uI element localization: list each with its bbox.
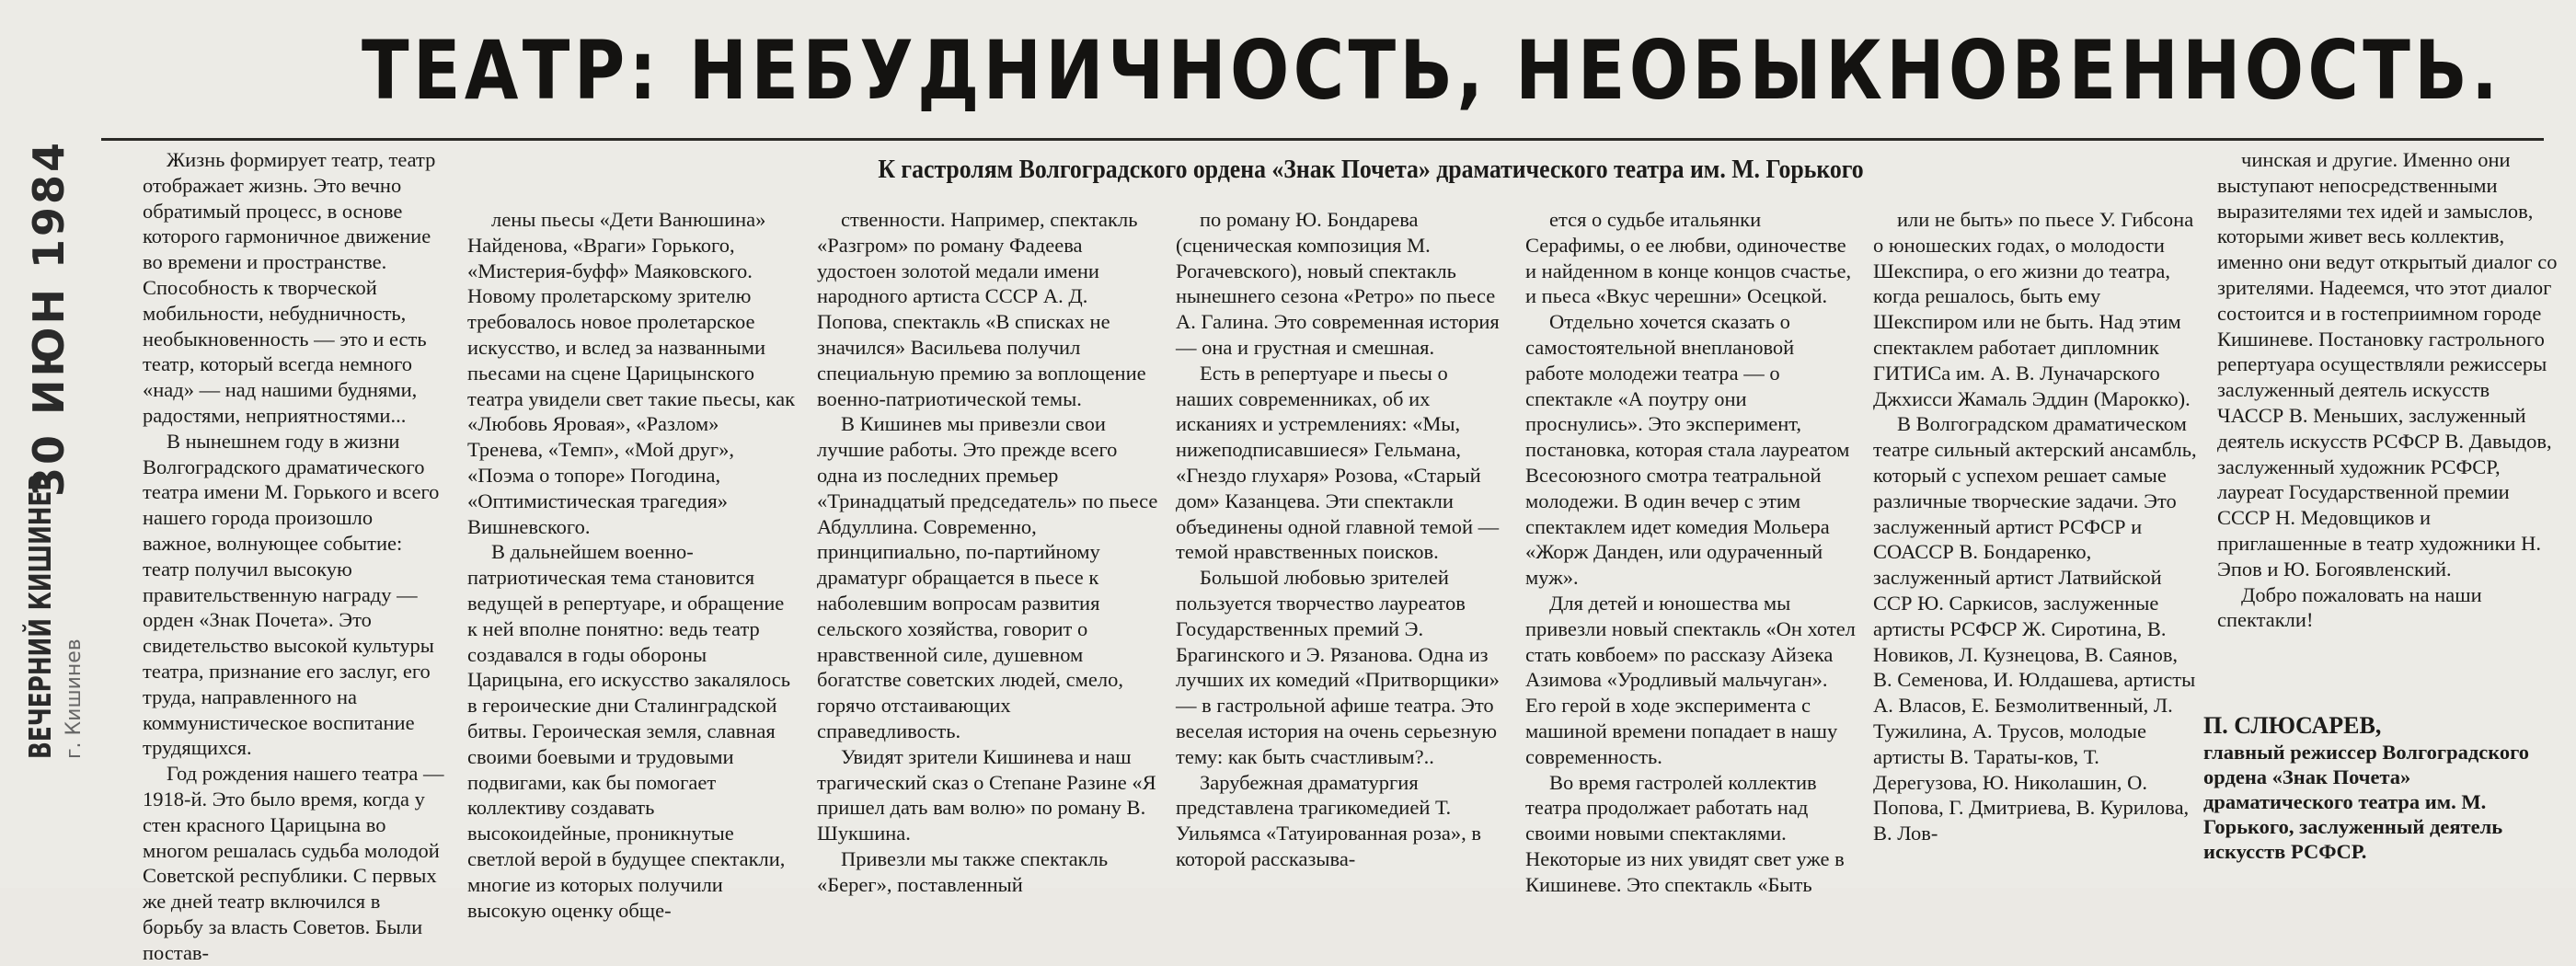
article-column-2 [467, 207, 799, 922]
article-column-5 [1525, 207, 1857, 896]
article-paragraph: Для детей и юношества мы привезли новый спектакль «Он хотел стать ковбоем» по рассказу Айзека Азимова «Уродливый мальчуган». Его герой в ходе эксперимента с машиной времени попадает в нашу современность. [1525, 591, 1856, 768]
article-paragraph: Отдельно хочется сказать о самостоятельной внеплановой работе молодежи театра — о спектакле «А поутру они проснулись». Это эксперимент, постановка, которая стала лауреатом Всесоюзного смотра театральной молодежи. В один вечер с этим спектаклем идет комедия Мольера «Жорж Данден, или одураченный муж». [1525, 310, 1850, 590]
article-paragraph: Привезли мы также спектакль «Берег», поставленный [817, 846, 1109, 896]
article-column-1 [143, 147, 446, 964]
article-paragraph: Во время гастролей коллектив театра продолжает работать над своими новыми спектаклями. Некоторые из них увидят свет уже в Кишиневе. Это спектакль «Быть [1525, 770, 1845, 896]
subtitle: К гастролям Волгоградского ордена «Знак Почета» драматического театра им. М. Горького [878, 155, 1864, 184]
article-paragraph: Есть в репертуаре и пьесы о наших современниках, об их исканиях и устремлениях: «Мы, нижеподписавшиеся» Гельмана, «Гнездо глухаря» Розова, «Старый дом» Казанцева. Эти спектакли объединены одной главной темой — темой нравственных поисков. [1176, 361, 1500, 564]
author-signature [2203, 713, 2553, 864]
stamp-date: 30 ИЮН 1984 [24, 139, 74, 497]
article-column-7 [2217, 147, 2558, 704]
article-paragraph: Зарубежная драматургия представлена трагикомедией Т. Уильямса «Татуированная роза», в которой рассказыва- [1176, 770, 1481, 870]
article-column-4 [1176, 207, 1509, 883]
article-paragraph: Добро пожаловать на наши спектакли! [2217, 582, 2482, 632]
date-stamp [0, 139, 87, 791]
article-paragraph: Увидят зрители Кишинева и наш трагический сказ о Степане Разине «Я пришел дать вам волю» по роману В. Шукшина. [817, 744, 1156, 845]
article-paragraph: чинская и другие. Именно они выступают непосредственными выразителями тех идей и замыслов, которыми живет весь коллектив, именно они ведут открытый диалог со зрителями. Надеемся, что этот диалог состоится и в гостеприимном городе Кишиневе. Постановку гастрольного репертуара осуществляли режиссеры заслуженный деятель искусств ЧАССР В. Меньших, заслуженный деятель искусств РСФСР В. Давыдов, заслуженный художник РСФСР, лауреат Государственной премии СССР Н. Медовщиков и приглашенные в театр художники Н. Эпов и Ю. Богоявленский. [2217, 148, 2558, 581]
stamp-newspaper: ВЕЧЕРНИЙ КИШИНЕВ [22, 473, 58, 759]
article-paragraph: В нынешнем году в жизни Волгоградского драматического театра имени М. Горького и всего нашего города произошло важное, волнующее событие: театр получил высокую правительственную награду — орден «Знак Почета». Это свидетельство высокой культуры театра, признание его заслуг, его труда, направленного на коммунистическое воспитание трудящихся. [143, 429, 440, 760]
article-paragraph: Год рождения нашего театра — 1918-й. Это было время, когда у стен красного Царицына во многом решалась судьба молодой Советской республики. С первых же дней театр включился в борьбу за власть Советов. Были постав- [143, 762, 444, 964]
article-paragraph: В Волгоградском драматическом театре сильный актерский ансамбль, который с успехом решает самые различные творческие задачи. Это заслуженный артист РСФСР и СОАССР В. Бондаренко, заслуженный артист Латвийской ССР Ю. Саркисов, заслуженные артисты РСФСР Ж. Сиротина, В. Новиков, Л. Кузнецова, В. Саянов, В. Семенова, И. Юлдашева, артисты А. Власов, Е. Безмолитвенный, Л. Тужилина, А. Трусов, молодые артисты В. Тараты-ков, Т. Дерегузова, Ю. Николашин, О. Попова, Г. Дмитриева, В. Курилова, В. Лов- [1873, 412, 2197, 845]
article-column-3 [817, 207, 1159, 896]
article-paragraph: по роману Ю. Бондарева (сценическая композиция М. Рогачевского), новый спектакль нынешнего сезона «Ретро» по пьесе А. Галина. Это современная история — она и грустная и смешная. [1176, 208, 1500, 359]
article-paragraph: ется о судьбе итальянки Серафимы, о ее любви, одиночестве и найденном в конце концов счастье, и пьеса «Вкус черешни» Осецкой. [1525, 208, 1852, 308]
article-paragraph: Большой любовью зрителей пользуется творчество лауреатов Государственных премий Э. Брагинского и Э. Рязанова. Одна из лучших их комедий «Притворщики» — в гастрольной афише театра. Это веселая история на очень серьезную тему: как быть счастливым?.. [1176, 566, 1500, 768]
article-paragraph: или не быть» по пьесе У. Гибсона о юношеских годах, о молодости Шекспира, о его жизни до театра, когда решалось, быть ему Шекспиром или не быть. Над этим спектаклем работает дипломник ГИТИСа им. А. В. Луначарского Джхисси Жамаль Эддин (Марокко). [1873, 208, 2194, 410]
article-paragraph: Жизнь формирует театр, театр отображает жизнь. Это вечно обратимый процесс, в основе которого гармоничное движение во времени и пространстве. Способность к творческой мобильности, небудничность, необыкновенность — это и есть театр, который всегда немного «над» — над нашими буднями, радостями, неприятностями... [143, 148, 436, 427]
article-paragraph: ственности. Например, спектакль «Разгром» по роману Фадеева удостоен золотой медали имени народного артиста СССР А. Д. Попова, спектакль «В списках не значился» Васильева получил специальную премию за воплощение военно-патриотической темы. [817, 208, 1146, 410]
article-paragraph: В дальнейшем военно-патриотическая тема становится ведущей в репертуаре, и обращение к ней вполне понятно: ведь театр создавался в годы обороны Царицына, его искусство закалялось в героические дни Сталинградской битвы. Героическая земля, славная своими боевыми и трудовыми подвигами, как бы помогает коллективу создавать высокоидейные, проникнутые светлой верой в будущее спектакли, многие из которых получили высокую оценку обще- [467, 540, 791, 922]
article-paragraph: В Кишинев мы привезли свои лучшие работы. Это прежде всего одна из последних премьер «Тринадцатый председатель» по пьесе Абдуллина. Современно, принципиально, по-партийному драматург обращается в пьесе к наболевшим вопросам развития сельского хозяйства, говорит о нравственной силе, душевном богатстве советских людей, смело, горячо отстаивающих справедливость. [817, 412, 1158, 742]
stamp-city: г. Кишинев [63, 638, 86, 759]
article-column-6 [1873, 207, 2200, 883]
article-paragraph: лены пьесы «Дети Ванюшина» Найденова, «Враги» Горького, «Мистерия-буфф» Маяковского. Новому пролетарскому зрителю требовалось новое пролетарское искусство, и вслед за названными пьесами на сцене Царицынского театра увидели свет такие пьесы, как «Любовь Яровая», «Разлом» Тренева, «Темп», «Мой друг», «Поэма о топоре» Погодина, «Оптимистическая трагедия» Вишневского. [467, 208, 796, 538]
author-name: П. СЛЮСАРЕВ, [2203, 712, 2382, 739]
headline: ТЕАТР: НЕБУДНИЧНОСТЬ, НЕОБЫКНОВЕННОСТЬ. [362, 23, 2502, 118]
headline-rule [101, 138, 2544, 141]
author-title: главный режиссер Волгоградского ордена «Знак Почета» драматического театра им. М. Горького, заслуженный деятель искусств РСФСР. [2203, 741, 2530, 863]
